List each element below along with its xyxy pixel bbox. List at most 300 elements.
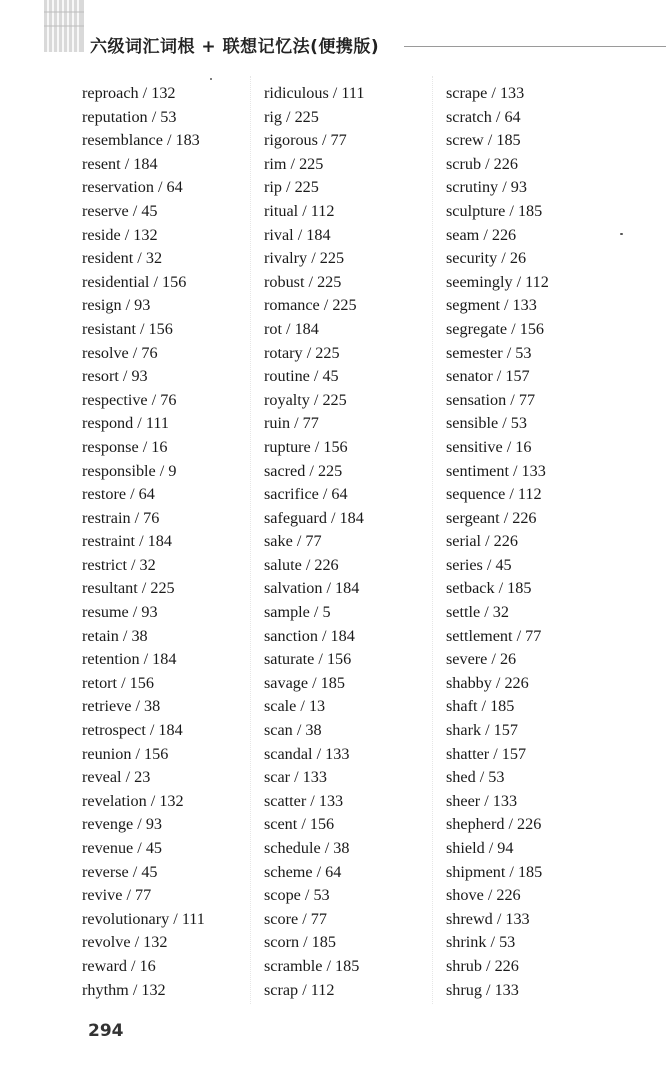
- index-entry: retrieve / 38: [82, 697, 161, 716]
- index-word: restrain: [82, 508, 131, 527]
- index-page-ref: 226: [512, 508, 537, 527]
- index-entry: sensible / 53: [446, 414, 527, 433]
- index-page-ref: 133: [512, 296, 537, 315]
- index-page-ref: 26: [509, 249, 527, 268]
- index-page-ref: 133: [505, 909, 530, 928]
- index-entry: shark / 157: [446, 721, 518, 740]
- index-page-ref: 225: [294, 178, 319, 197]
- index-entry: severe / 26: [446, 650, 517, 669]
- index-page-ref: 77: [330, 131, 347, 150]
- index-page-ref: 132: [159, 791, 184, 810]
- index-entry: ridiculous / 111: [264, 84, 365, 102]
- index-page-ref: 38: [305, 721, 322, 740]
- index-word: restraint: [82, 532, 136, 551]
- index-entry: sensation / 77: [446, 390, 536, 409]
- index-entry: scrutiny / 93: [446, 178, 527, 197]
- index-entry: segment / 133: [446, 296, 537, 315]
- index-entry: resultant / 225: [82, 579, 175, 598]
- index-word: settle: [446, 603, 481, 622]
- index-entry: scheme / 64: [264, 862, 342, 881]
- index-entry: seam / 226: [446, 225, 517, 244]
- index-page-ref: 64: [331, 485, 348, 504]
- index-entry: seemingly / 112: [446, 272, 549, 291]
- index-word: schedule: [264, 839, 321, 857]
- index-page-ref: 77: [135, 886, 152, 905]
- index-page-ref: 133: [492, 791, 518, 810]
- index-entry: scan / 38: [264, 721, 322, 740]
- index-word: sentiment: [446, 461, 509, 480]
- index-page-ref: 94: [497, 839, 514, 857]
- index-entry: residential / 156: [82, 272, 187, 291]
- index-page-ref: 76: [143, 508, 160, 527]
- index-page-ref: 183: [175, 131, 200, 150]
- index-word: semester: [446, 343, 503, 362]
- index-word: resultant: [82, 579, 138, 598]
- index-word: rigorous: [264, 131, 318, 150]
- index-word: revelation: [82, 791, 147, 810]
- index-word: salvation: [264, 579, 323, 598]
- index-word: scorn: [264, 933, 300, 952]
- index-page-ref: 185: [335, 956, 360, 975]
- index-column-2: [264, 82, 364, 1002]
- index-word: rig: [264, 107, 282, 126]
- index-entry: sergeant / 226: [446, 508, 537, 527]
- index-entry: senator / 157: [446, 367, 530, 386]
- index-word: senator: [446, 367, 493, 386]
- index-page-ref: 38: [333, 839, 350, 857]
- index-word: respective: [82, 390, 148, 409]
- index-word: severe: [446, 650, 488, 669]
- column-divider: [432, 76, 433, 1004]
- column-divider: [250, 76, 251, 1004]
- index-page-ref: 93: [134, 296, 151, 315]
- index-page-ref: 185: [507, 579, 532, 598]
- index-word: screw: [446, 131, 484, 150]
- index-entry: restrict / 32: [82, 555, 156, 574]
- index-entry: shield / 94: [446, 839, 514, 857]
- index-page-ref: 45: [145, 839, 163, 857]
- index-word: resort: [82, 367, 119, 386]
- index-page-ref: 64: [138, 485, 155, 504]
- index-word: scrape: [446, 84, 488, 102]
- index-page-ref: 64: [325, 862, 342, 881]
- index-word: scar: [264, 768, 291, 787]
- index-entry: robust / 225: [264, 272, 342, 291]
- index-page-ref: 111: [341, 84, 365, 102]
- index-entry: sensitive / 16: [446, 437, 532, 456]
- index-word: scale: [264, 697, 297, 716]
- index-column-1: [82, 82, 205, 1002]
- index-word: serial: [446, 532, 482, 551]
- index-entry: rim / 225: [264, 154, 324, 173]
- scan-speck: [620, 233, 623, 235]
- index-page-ref: 156: [326, 650, 352, 669]
- index-word: shield: [446, 839, 485, 857]
- index-entry: reward / 16: [82, 956, 156, 975]
- index-word: reservation: [82, 178, 154, 197]
- index-page-ref: 185: [311, 933, 336, 952]
- index-page-ref: 133: [521, 461, 546, 480]
- index-page-ref: 32: [139, 555, 156, 574]
- index-entry: reputation / 53: [82, 107, 177, 126]
- index-word: ridiculous: [264, 84, 329, 102]
- index-word: scrub: [446, 154, 482, 173]
- index-entry: sculpture / 185: [446, 201, 543, 220]
- index-entry: revive / 77: [82, 886, 152, 905]
- index-page-ref: 77: [518, 390, 536, 409]
- index-page-ref: 111: [181, 909, 205, 928]
- index-page-ref: 111: [145, 414, 169, 433]
- index-entry: resemblance / 183: [82, 131, 200, 150]
- index-entry: revenue / 45: [82, 839, 163, 857]
- index-page-ref: 226: [494, 956, 519, 975]
- index-word: sacrifice: [264, 485, 319, 504]
- index-entry: shrink / 53: [446, 933, 516, 952]
- index-entry: resistant / 156: [82, 319, 173, 338]
- index-page-ref: 38: [131, 626, 148, 645]
- index-page-ref: 77: [525, 626, 542, 645]
- index-entry: settlement / 77: [446, 626, 542, 645]
- index-page-ref: 225: [294, 107, 319, 126]
- index-page-ref: 184: [335, 579, 360, 598]
- index-entry: scrap / 112: [264, 980, 335, 999]
- index-word: sample: [264, 603, 310, 622]
- index-entry: response / 16: [82, 437, 168, 456]
- index-word: saturate: [264, 650, 315, 669]
- index-page-ref: 157: [493, 721, 518, 740]
- index-page-ref: 112: [310, 980, 335, 999]
- index-word: shipment: [446, 862, 506, 881]
- index-page-ref: 226: [496, 886, 521, 905]
- index-page-ref: 184: [330, 626, 355, 645]
- index-page-ref: 16: [515, 437, 532, 456]
- index-entry: respond / 111: [82, 414, 169, 433]
- index-page-ref: 185: [517, 862, 543, 881]
- index-word: respond: [82, 414, 134, 433]
- index-entry: settle / 32: [446, 603, 509, 622]
- index-word: resident: [82, 249, 134, 268]
- page-number: 294: [88, 1021, 124, 1041]
- index-word: reveal: [82, 768, 122, 787]
- index-page-ref: 226: [504, 673, 529, 692]
- index-page-ref: 184: [147, 532, 172, 551]
- header-decoration-icon: [44, 0, 84, 52]
- index-entry: rival / 184: [264, 225, 331, 244]
- header-rule: [404, 46, 666, 47]
- index-page-ref: 156: [162, 272, 187, 291]
- index-word: retain: [82, 626, 119, 645]
- index-entry: sequence / 112: [446, 485, 542, 504]
- index-entry: series / 45: [446, 555, 512, 574]
- index-word: restrict: [82, 555, 127, 574]
- index-page-ref: 53: [313, 886, 330, 905]
- index-entry: retain / 38: [82, 626, 148, 645]
- index-word: revenge: [82, 815, 134, 834]
- index-entry: revolutionary / 111: [82, 909, 205, 928]
- index-page-ref: 38: [144, 697, 161, 716]
- index-page-ref: 157: [501, 744, 527, 763]
- index-word: revenue: [82, 839, 134, 857]
- index-word: shaft: [446, 697, 478, 716]
- index-page-ref: 26: [499, 650, 517, 669]
- index-entry: scar / 133: [264, 768, 327, 787]
- index-page-ref: 184: [339, 508, 364, 527]
- index-word: score: [264, 909, 299, 928]
- index-entry: shabby / 226: [446, 673, 529, 692]
- index-word: security: [446, 249, 498, 268]
- index-page-ref: 64: [166, 178, 183, 197]
- index-page-ref: 93: [131, 367, 148, 386]
- index-page-ref: 156: [519, 319, 544, 338]
- index-page-ref: 184: [158, 721, 183, 740]
- index-word: scope: [264, 886, 301, 905]
- index-page-ref: 132: [143, 933, 168, 952]
- index-entry: sake / 77: [264, 532, 322, 551]
- index-page-ref: 185: [496, 131, 521, 150]
- index-word: reunion: [82, 744, 132, 763]
- index-page-ref: 184: [306, 225, 331, 244]
- index-word: shabby: [446, 673, 492, 692]
- index-entry: scatter / 133: [264, 791, 344, 810]
- index-page-ref: 32: [492, 603, 509, 622]
- index-word: reproach: [82, 84, 139, 102]
- index-entry: ruin / 77: [264, 414, 319, 433]
- index-entry: segregate / 156: [446, 319, 544, 338]
- index-word: shepherd: [446, 815, 505, 834]
- index-entry: score / 77: [264, 909, 327, 928]
- index-word: sheer: [446, 791, 481, 810]
- index-entry: scandal / 133: [264, 744, 350, 763]
- index-entry: salute / 226: [264, 555, 339, 574]
- index-entry: rig / 225: [264, 107, 319, 126]
- index-page-ref: 184: [133, 154, 158, 173]
- index-entry: scent / 156: [264, 815, 335, 834]
- index-entry: restrain / 76: [82, 508, 160, 527]
- index-entry: scratch / 64: [446, 107, 521, 126]
- index-word: residential: [82, 272, 150, 291]
- index-word: rot: [264, 319, 282, 338]
- index-page-ref: 64: [504, 107, 521, 126]
- index-entry: shaft / 185: [446, 697, 515, 716]
- index-entry: retort / 156: [82, 673, 154, 692]
- index-word: resent: [82, 154, 121, 173]
- index-word: retention: [82, 650, 140, 669]
- index-word: routine: [264, 367, 310, 386]
- index-entry: royalty / 225: [264, 390, 347, 409]
- index-entry: scrub / 226: [446, 154, 518, 173]
- index-entry: rigorous / 77: [264, 131, 347, 150]
- index-entry: reside / 132: [82, 225, 158, 244]
- index-word: resume: [82, 603, 129, 622]
- index-entry: scope / 53: [264, 886, 330, 905]
- index-entry: rot / 184: [264, 319, 319, 338]
- index-page-ref: 156: [144, 744, 169, 763]
- index-entry: shrug / 133: [446, 980, 519, 999]
- index-page-ref: 185: [490, 697, 515, 716]
- index-word: segregate: [446, 319, 508, 338]
- index-entry: reproach / 132: [82, 84, 176, 102]
- index-word: revive: [82, 886, 123, 905]
- index-entry: revolve / 132: [82, 933, 168, 952]
- index-entry: reunion / 156: [82, 744, 169, 763]
- index-page-ref: 77: [310, 909, 327, 928]
- index-page-ref: 16: [139, 956, 156, 975]
- index-page-ref: 225: [332, 296, 357, 315]
- index-word: shatter: [446, 744, 490, 763]
- index-word: rivalry: [264, 249, 308, 268]
- index-word: shrub: [446, 956, 482, 975]
- index-page-ref: 112: [310, 201, 335, 220]
- index-word: restore: [82, 485, 127, 504]
- index-entry: respective / 76: [82, 390, 177, 409]
- index-page-ref: 156: [148, 319, 173, 338]
- index-word: resemblance: [82, 131, 163, 150]
- index-page-ref: 53: [499, 933, 516, 952]
- index-word: series: [446, 555, 483, 574]
- index-word: resistant: [82, 319, 136, 338]
- index-page-ref: 157: [505, 367, 530, 386]
- index-page-ref: 225: [315, 343, 340, 362]
- index-page-ref: 226: [314, 555, 339, 574]
- index-word: settlement: [446, 626, 513, 645]
- index-word: salute: [264, 555, 302, 574]
- index-page-ref: 184: [294, 319, 319, 338]
- index-word: ruin: [264, 414, 291, 433]
- index-word: reward: [82, 956, 127, 975]
- index-entry: rupture / 156: [264, 437, 348, 456]
- index-word: rival: [264, 225, 294, 244]
- index-word: sergeant: [446, 508, 500, 527]
- index-word: retort: [82, 673, 118, 692]
- index-entry: rotary / 225: [264, 343, 340, 362]
- index-entry: scramble / 185: [264, 956, 360, 975]
- index-page-ref: 226: [517, 815, 542, 834]
- index-entry: sacrifice / 64: [264, 485, 348, 504]
- index-entry: routine / 45: [264, 367, 339, 386]
- index-entry: semester / 53: [446, 343, 532, 362]
- index-entry: resent / 184: [82, 154, 158, 173]
- index-word: revolutionary: [82, 909, 170, 928]
- index-word: shrewd: [446, 909, 493, 928]
- index-page-ref: 156: [309, 815, 335, 834]
- index-page-ref: 132: [133, 225, 158, 244]
- index-entry: shrub / 226: [446, 956, 519, 975]
- index-word: resolve: [82, 343, 129, 362]
- index-entry: resume / 93: [82, 603, 158, 622]
- index-entry: scrape / 133: [446, 84, 525, 102]
- index-entry: serial / 226: [446, 532, 518, 551]
- index-word: sensible: [446, 414, 499, 433]
- index-page-ref: 53: [160, 107, 177, 126]
- index-entry: resolve / 76: [82, 343, 158, 362]
- index-word: reverse: [82, 862, 129, 881]
- index-page-ref: 226: [491, 225, 517, 244]
- page-header-title: 六级词汇词根 + 联想记忆法(便携版): [90, 37, 380, 57]
- index-word: sacred: [264, 461, 306, 480]
- index-entry: responsible / 9: [82, 461, 177, 480]
- index-word: resign: [82, 296, 122, 315]
- index-page-ref: 225: [319, 249, 345, 268]
- index-word: scatter: [264, 791, 307, 810]
- index-entry: schedule / 38: [264, 839, 350, 857]
- index-page-ref: 93: [141, 603, 158, 622]
- index-entry: retention / 184: [82, 650, 177, 669]
- index-entry: shove / 226: [446, 886, 521, 905]
- index-word: setback: [446, 579, 495, 598]
- index-page-ref: 156: [323, 437, 348, 456]
- index-word: sensation: [446, 390, 507, 409]
- scan-speck: [210, 78, 212, 80]
- index-page-ref: 76: [160, 390, 177, 409]
- index-word: response: [82, 437, 139, 456]
- index-word: sculpture: [446, 201, 506, 220]
- index-page-ref: 112: [517, 485, 542, 504]
- index-word: reputation: [82, 107, 148, 126]
- index-word: safeguard: [264, 508, 327, 527]
- index-word: reside: [82, 225, 121, 244]
- index-word: sequence: [446, 485, 506, 504]
- index-word: shrug: [446, 980, 482, 999]
- index-entry: resident / 32: [82, 249, 163, 268]
- index-word: shove: [446, 886, 484, 905]
- index-word: robust: [264, 272, 305, 291]
- index-word: scheme: [264, 862, 313, 881]
- index-page-ref: 53: [488, 768, 505, 787]
- index-page-ref: 185: [517, 201, 543, 220]
- index-word: rupture: [264, 437, 311, 456]
- index-word: rip: [264, 178, 282, 197]
- index-page-ref: 53: [510, 414, 527, 433]
- index-page-ref: 45: [495, 555, 512, 574]
- index-word: seemingly: [446, 272, 513, 291]
- index-entry: shipment / 185: [446, 862, 543, 881]
- index-page-ref: 133: [494, 980, 519, 999]
- index-page-ref: 76: [141, 343, 158, 362]
- index-entry: reserve / 45: [82, 201, 158, 220]
- index-page-ref: 133: [499, 84, 525, 102]
- index-page-ref: 225: [322, 390, 347, 409]
- index-page-ref: 13: [308, 697, 326, 716]
- index-word: romance: [264, 296, 320, 315]
- index-entry: sanction / 184: [264, 626, 355, 645]
- index-word: scrap: [264, 980, 299, 999]
- index-page-ref: 112: [525, 272, 549, 291]
- index-word: sensitive: [446, 437, 503, 456]
- index-entry: shepherd / 226: [446, 815, 542, 834]
- index-page-ref: 45: [141, 201, 158, 220]
- index-page-ref: 77: [305, 532, 322, 551]
- index-page-ref: 45: [322, 367, 339, 386]
- index-entry: safeguard / 184: [264, 508, 364, 527]
- index-entry: revenge / 93: [82, 815, 163, 834]
- index-column-3: [446, 82, 549, 1002]
- index-word: sake: [264, 532, 293, 551]
- index-entry: rhythm / 132: [82, 980, 166, 999]
- index-word: segment: [446, 296, 500, 315]
- index-entry: restore / 64: [82, 485, 155, 504]
- index-word: shark: [446, 721, 482, 740]
- index-page-ref: 9: [168, 461, 177, 480]
- index-entry: setback / 185: [446, 579, 532, 598]
- index-word: retrospect: [82, 721, 146, 740]
- index-page-ref: 77: [302, 414, 319, 433]
- index-word: sanction: [264, 626, 318, 645]
- index-page-ref: 32: [145, 249, 163, 268]
- index-entry: resort / 93: [82, 367, 148, 386]
- index-page-ref: 45: [141, 862, 158, 881]
- index-page-ref: 132: [141, 980, 166, 999]
- index-page-ref: 133: [302, 768, 327, 787]
